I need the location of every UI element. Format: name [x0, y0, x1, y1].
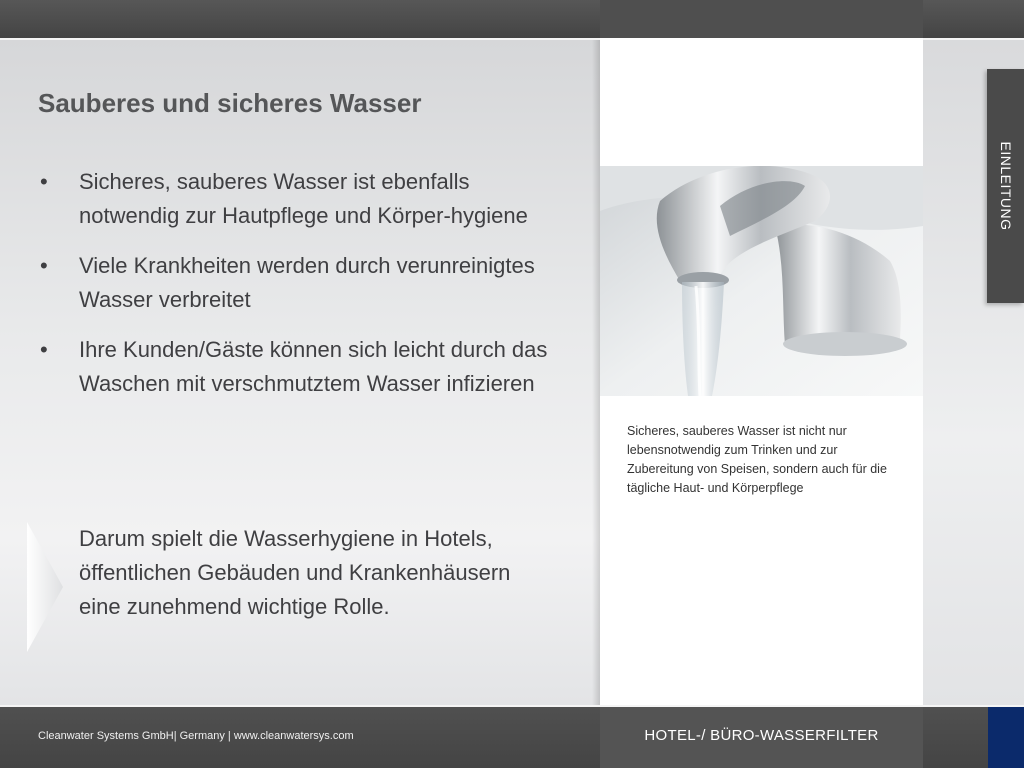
conclusion-text: Darum spielt die Wasserhygiene in Hotels, öffentlichen Gebäuden und Krankenhäusern eine zunehmend wichtige Rolle.: [79, 526, 511, 619]
chevron-right-icon: [27, 522, 63, 652]
bullet-icon: •: [40, 337, 48, 362]
bullet-item: [40, 249, 560, 317]
bullet-text: Viele Krankheiten werden durch verunreinigtes Wasser verbreitet: [79, 253, 535, 312]
water-faucet-icon: [600, 166, 923, 396]
section-tab-label: EINLEITUNG: [997, 141, 1014, 231]
slide-title: Sauberes und sicheres Wasser: [38, 88, 422, 118]
footer-product: HOTEL-/ BÜRO-WASSERFILTER: [644, 727, 879, 744]
accent-block: [988, 707, 1024, 768]
image-caption: Sicheres, sauberes Wasser ist nicht nur lebensnotwendig zum Trinken und zur Zubereitung von Speisen, sondern auch für die tägliche Haut- und Körperpflege: [627, 424, 887, 495]
bullet-item: [40, 333, 560, 401]
bullet-text: Ihre Kunden/Gäste können sich leicht durch das Waschen mit verschmutztem Wasser infizieren: [79, 337, 548, 396]
bullet-list: [40, 165, 560, 417]
footer-company: Cleanwater Systems GmbH| Germany | www.cleanwatersys.com: [38, 730, 354, 742]
bullet-text: Sicheres, sauberes Wasser ist ebenfalls notwendig zur Hautpflege und Körper-hygiene: [79, 169, 528, 228]
section-tab[interactable]: [987, 69, 1024, 303]
bullet-icon: •: [40, 253, 48, 278]
bullet-icon: •: [40, 169, 48, 194]
bullet-item: [40, 165, 560, 233]
